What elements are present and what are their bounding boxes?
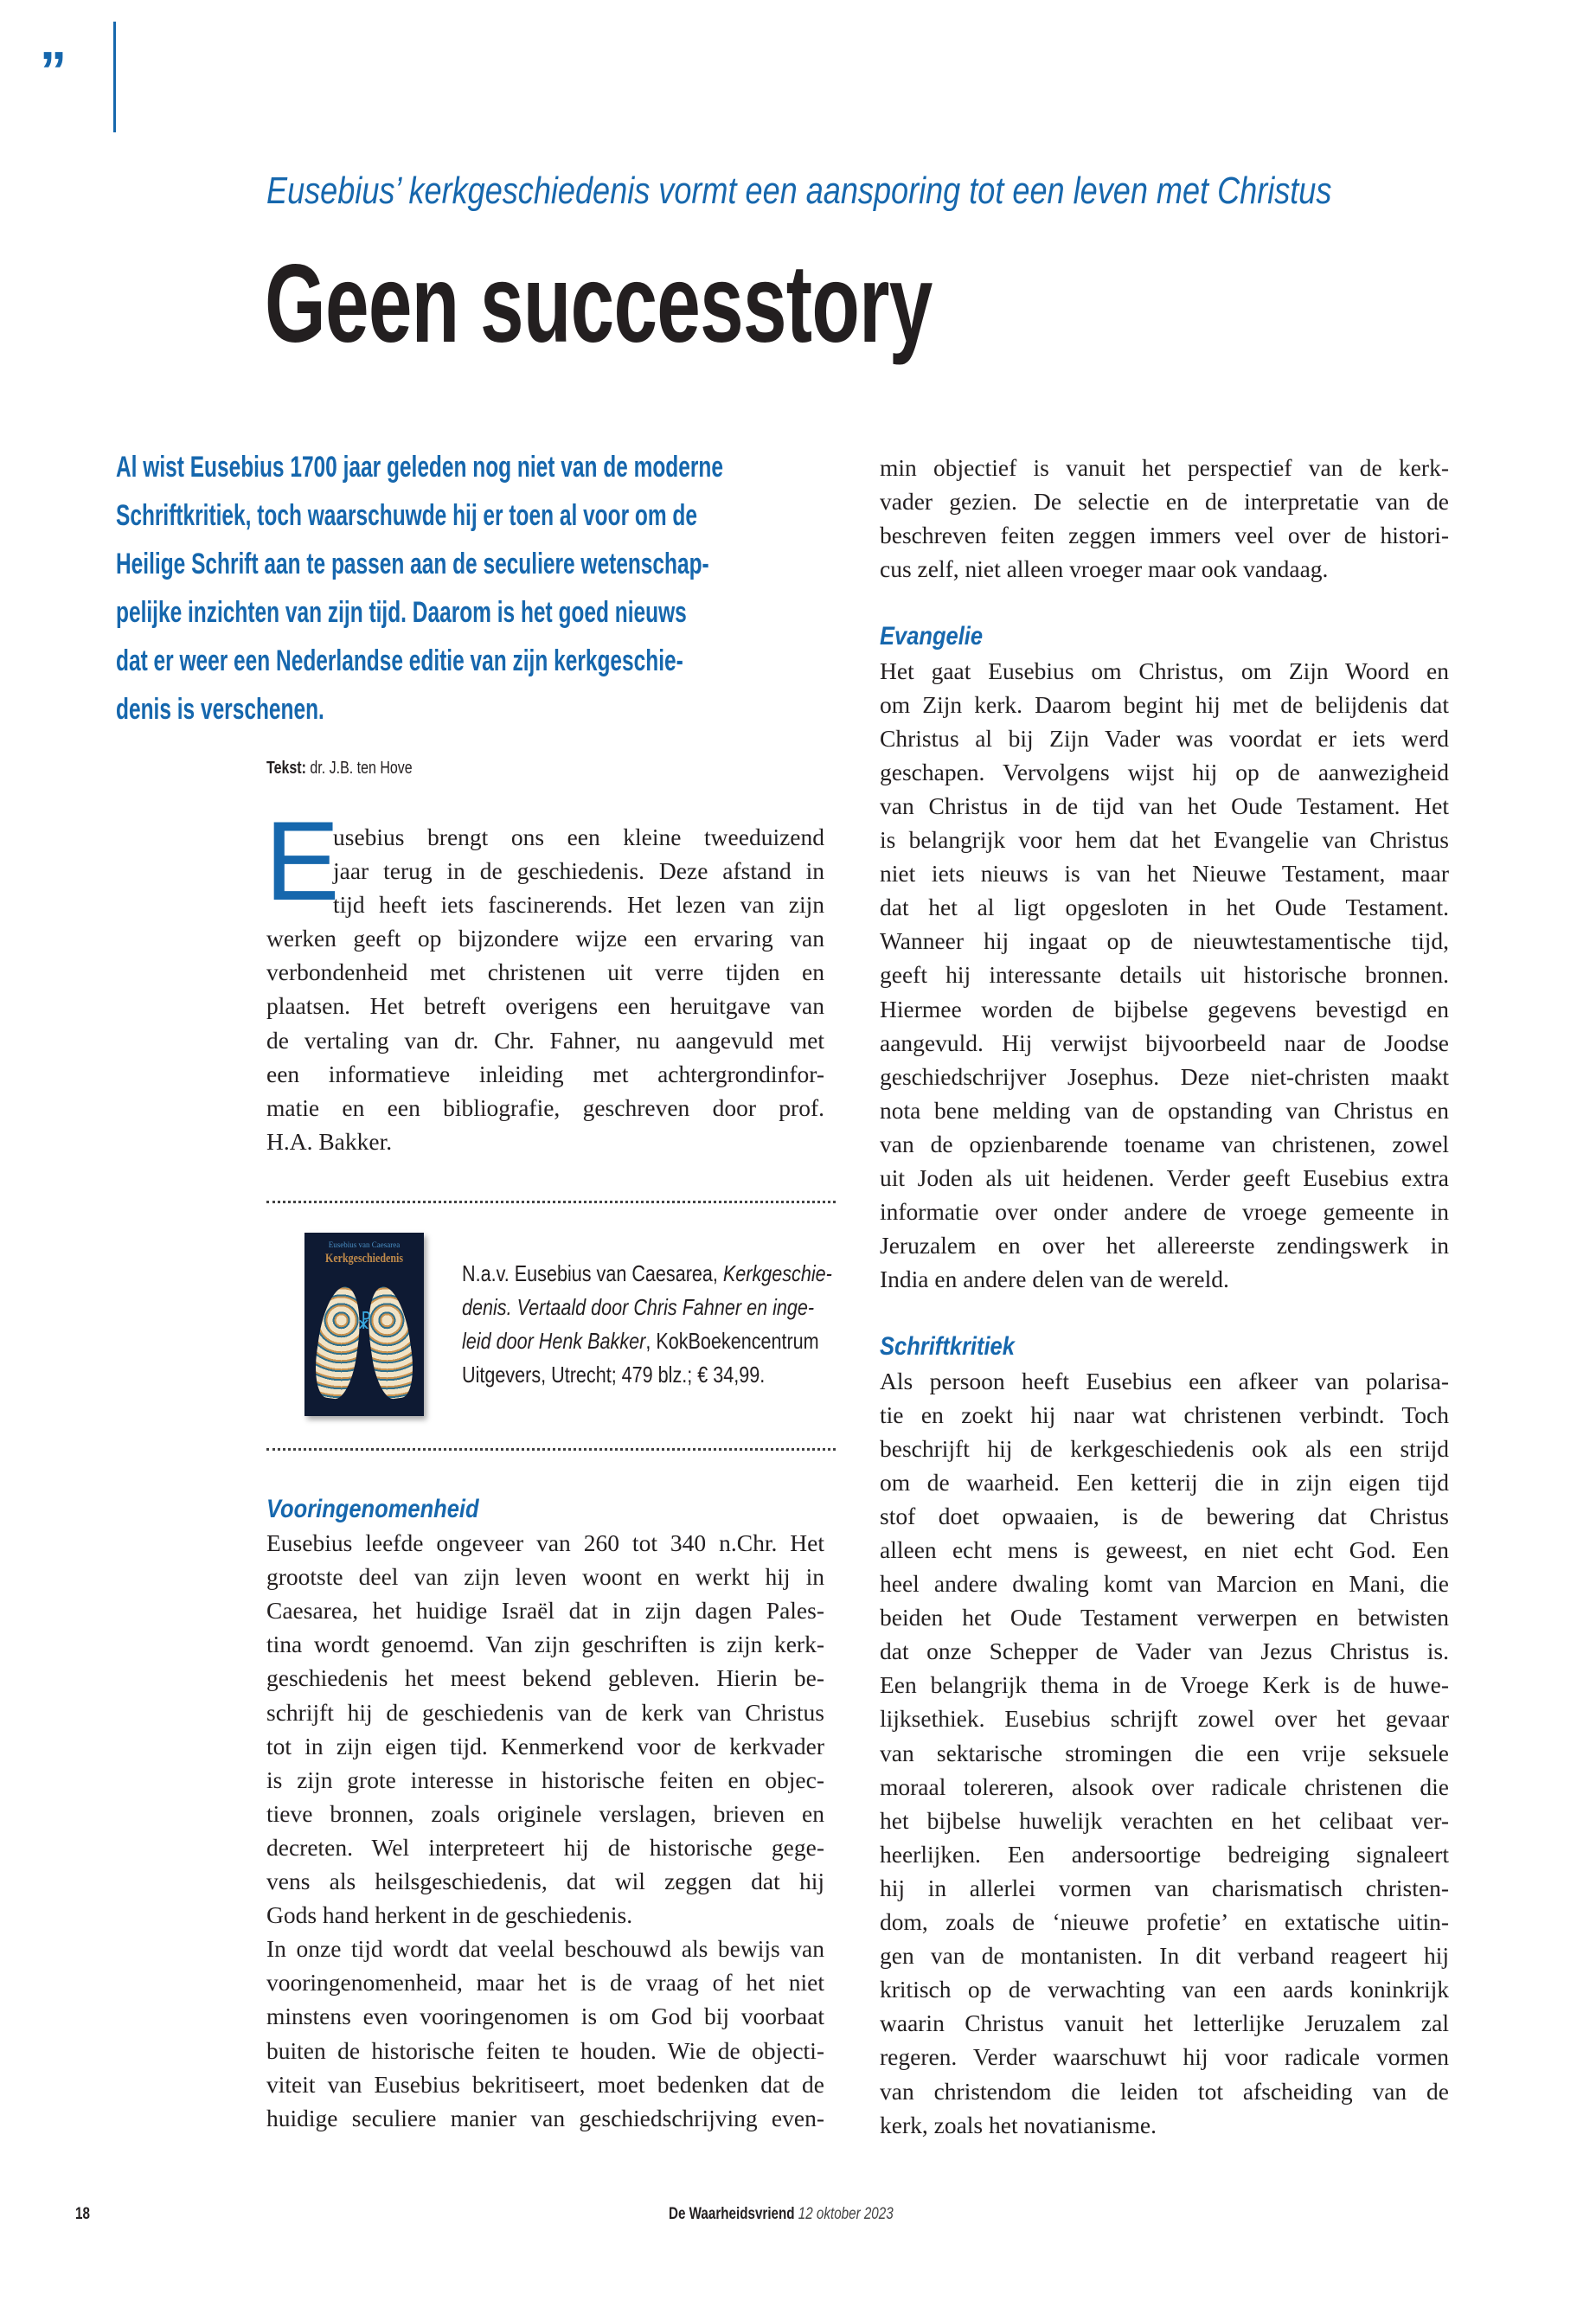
text-line: Als persoon heeft Eusebius een afkeer van polarisa- <box>880 1367 1449 1394</box>
text-line: Jeruzalem en over het allereerste zendingswerk in <box>880 1232 1449 1259</box>
text-line: min objectief is vanuit het perspectief van de kerk- <box>880 454 1449 481</box>
peacock-left-illustration <box>311 1284 366 1400</box>
opening-paragraph <box>266 820 824 1158</box>
issue-date: 12 oktober 2023 <box>798 2205 894 2223</box>
text-line: tot in zijn eigen tijd. Kenmerkend voor de kerkvader <box>266 1732 824 1759</box>
text-line: tina wordt genoemd. Van zijn geschriften is zijn kerk- <box>266 1631 824 1658</box>
text-line: kerk, zoals het novatianisme. <box>880 2111 1157 2138</box>
cover-title: Kerkgeschiedenis <box>325 1252 403 1266</box>
text-line: verbondenheid met christenen uit verre tijden en <box>266 958 824 986</box>
cover-author: Eusebius van Caesarea <box>328 1240 401 1249</box>
magazine-name: De Waarheidsvriend <box>669 2205 795 2223</box>
text-line: geschapen. Vervolgens wijst hij op de aanwezigheid <box>880 758 1449 785</box>
section-heading: Evangelie <box>880 622 984 651</box>
text-line: buiten de historische feiten te houden. Wie de objecti- <box>266 2036 824 2064</box>
text-line: minstens even vooringenomen is om God bij voorbaat <box>266 2003 824 2030</box>
page-number: 18 <box>75 2205 90 2223</box>
text-line: cus zelf, niet alleen vroeger maar ook vandaag. <box>880 555 1329 583</box>
text-line: grootste deel van zijn leven woont en werkt hij in <box>266 1563 824 1591</box>
column-2 <box>880 451 1449 2142</box>
text-line: vooringenomenheid, maar het is de vraag of het niet <box>266 1969 824 1997</box>
text-line: kritisch op de verwachting van een aards koninkrijk <box>880 1976 1449 2003</box>
text-line: matie en een bibliografie, geschreven door prof. <box>266 1093 824 1121</box>
text-line: Gods hand herkent in de geschiedenis. <box>266 1901 633 1929</box>
text-line: heerlijken. Een andersoortige bedreiging signaleert <box>880 1840 1449 1868</box>
text-line: uit Joden als uit heidenen. Verder geeft Eusebius extra <box>880 1163 1449 1191</box>
text-line: een informatieve inleiding met achtergrondinfor- <box>266 1060 824 1087</box>
text-line: tijd heeft iets fascinerends. Het lezen van zijn <box>333 891 824 919</box>
text-line: vader gezien. De selectie en de interpretatie van de <box>880 488 1449 516</box>
text-line: dom, zoals de ‘nieuwe profetie’ en extatische uitin- <box>880 1908 1449 1936</box>
text-line: viteit van Eusebius bekritiseert, moet bedenken dat de <box>266 2070 824 2098</box>
text-line: Hiermee worden de bijbelse gegevens bevestigd en <box>880 995 1449 1022</box>
text-line: nota bene melding van de opstanding van Christus en <box>880 1096 1449 1124</box>
byline-label: Tekst: <box>266 759 306 778</box>
text-line: Caesarea, het huidige Israël dat in zijn dagen Pales- <box>266 1597 824 1625</box>
chi-rho-icon: ☧ <box>356 1312 372 1334</box>
book-prefix: N.a.v. Eusebius van Caesarea, <box>462 1260 723 1286</box>
text-line: werken geeft op bijzondere wijze een ervaring van <box>266 925 824 952</box>
text-line: informatie over onder andere de vroege gemeente in <box>880 1198 1449 1226</box>
text-line: Heilige Schrift aan te passen aan de seculiere wetenschap- <box>116 548 709 580</box>
book-publisher: , KokBoekencentrum <box>645 1328 819 1355</box>
text-line: om Zijn kerk. Daarom begint hij met de belijdenis dat <box>880 690 1449 718</box>
text-line: gen van de montanisten. In dit verband reageert hij <box>880 1942 1449 1970</box>
text-line: het bijbelse huwelijk verachten en het celibaat ver- <box>880 1806 1449 1834</box>
book-details <box>462 1257 832 1392</box>
text-line: waarin Christus vanuit het letterlijke Jeruzalem zal <box>880 2009 1449 2037</box>
peacock-right-illustration <box>362 1284 418 1400</box>
text-line: geeft hij interessante details uit historische bronnen. <box>880 961 1449 989</box>
text-line: denis is verschenen. <box>116 693 324 726</box>
text-line: Christus al bij Zijn Vader was voordat er iets werd <box>880 724 1449 752</box>
text-line: niet iets nieuws is van het Nieuwe Testament, maar <box>880 860 1449 888</box>
text-line: huidige seculiere manier van geschiedschrijving even- <box>266 2104 824 2131</box>
text-line: plaatsen. Het betreft overigens een heruitgave van <box>266 992 824 1020</box>
section-heading: Vooringenomenheid <box>266 1495 479 1523</box>
footer-publication <box>669 2205 894 2224</box>
text-line: schrijft hij de geschiedenis van de kerk van Christus <box>266 1698 824 1726</box>
text-line: vens als heilsgeschiedenis, dat wil zeggen dat hij <box>266 1868 824 1895</box>
section-heading: Schriftkritiek <box>880 1332 1015 1362</box>
text-line: dat het al ligt opgesloten in het Oude Testament. <box>880 894 1449 921</box>
text-line: dat er weer een Nederlandse editie van zijn kerkgeschie- <box>116 644 683 677</box>
text-line: geschiedschrijver Josephus. Deze niet-christen maakt <box>880 1062 1449 1090</box>
text-line: usebius brengt ons een kleine tweeduizend <box>333 824 824 850</box>
text-line: regeren. Verder waarschuwt hij voor radicale vormen <box>880 2043 1449 2071</box>
text-line: is belangrijk voor hem dat het Evangelie van Christus <box>880 826 1449 854</box>
text-line: heel andere dwaling komt van Marcion en Mani, die <box>880 1570 1449 1598</box>
text-line: aangevuld. Hij verwijst bijvoorbeeld naar de Joodse <box>880 1029 1449 1056</box>
article-title: Geen successtory <box>265 242 933 366</box>
dotted-divider <box>266 1201 836 1203</box>
text-line: tie en zoekt hij naar wat christenen verbindt. Toch <box>880 1400 1449 1428</box>
text-line: Het gaat Eusebius om Christus, om Zijn Woord en <box>880 657 1449 684</box>
text-line: decreten. Wel interpreteert hij de historische gege- <box>266 1833 824 1861</box>
text-line: beiden het Oude Testament verwerpen en betwisten <box>880 1604 1449 1631</box>
text-line: beschrijft hij de kerkgeschiedenis ook als een strijd <box>880 1434 1449 1462</box>
text-line: Wanneer hij ingaat op de nieuwtestamentische tijd, <box>880 927 1449 955</box>
text-line: jaar terug in de geschiedenis. Deze afstand in <box>333 857 824 885</box>
text-line: Schriftkritiek, toch waarschuwde hij er toen al voor om de <box>116 499 698 532</box>
book-cover-image <box>304 1233 424 1416</box>
byline-author: dr. J.B. ten Hove <box>305 759 413 778</box>
book-publication-info: Uitgevers, Utrecht; 479 blz.; € 34,99. <box>462 1362 766 1388</box>
text-line: India en andere delen van de wereld. <box>880 1266 1229 1293</box>
drop-cap: E <box>265 798 340 924</box>
text-line: beschreven feiten zeggen immers veel over de histori- <box>880 522 1449 549</box>
column-1-continued <box>266 1492 824 2135</box>
text-line: is zijn grote interesse in historische feiten en objec- <box>266 1766 824 1793</box>
text-line: lijksethiek. Eusebius schrijft zowel over het gevaar <box>880 1705 1449 1733</box>
text-line: van christendom die leiden tot afscheiding van de <box>880 2077 1449 2105</box>
text-line: van de opzienbarende toename van christenen, zowel <box>880 1130 1449 1157</box>
text-line: tieve bronnen, zoals originele verslagen, brieven en <box>266 1799 824 1827</box>
text-line: H.A. Bakker. <box>266 1127 393 1155</box>
book-title: Kerkgeschie- <box>722 1260 832 1286</box>
text-line: Eusebius leefde ongeveer van 260 tot 340 n.Chr. Het <box>266 1529 824 1557</box>
text-line: alleen echt mens is geweest, en niet echt God. Een <box>880 1536 1449 1563</box>
header-divider <box>113 22 116 132</box>
closing-quote-icon: ” <box>40 42 67 101</box>
book-translator: denis. Vertaald door Chris Fahner en inge- <box>462 1294 815 1321</box>
text-line: Een belangrijk thema in de Vroege Kerk is de huwe- <box>880 1671 1449 1699</box>
text-line: stof doet opwaaien, is de bewering dat Christus <box>880 1502 1449 1529</box>
text-line: de vertaling van dr. Chr. Fahner, nu aangevuld met <box>266 1026 824 1054</box>
text-line: dat onze Schepper de Vader van Jezus Christus is. <box>880 1638 1449 1665</box>
text-line: moraal tolereren, alsook over radicale christenen die <box>880 1772 1449 1800</box>
book-introducer: leid door Henk Bakker <box>462 1328 646 1355</box>
dotted-divider <box>266 1448 836 1451</box>
text-line: van Christus in de tijd van het Oude Testament. Het <box>880 792 1449 819</box>
text-line: van sektarische stromingen die een vrije seksuele <box>880 1739 1449 1766</box>
text-line: hij in allerlei vormen van charismatisch christen- <box>880 1874 1449 1901</box>
text-line: om de waarheid. Een ketterij die in zijn eigen tijd <box>880 1468 1449 1496</box>
article-subtitle: Eusebius’ kerkgeschiedenis vormt een aansporing tot een leven met Christus <box>266 170 1332 212</box>
text-line: Al wist Eusebius 1700 jaar geleden nog niet van de moderne <box>116 451 723 484</box>
byline <box>266 759 413 779</box>
text-line: In onze tijd wordt dat veelal beschouwd als bewijs van <box>266 1935 824 1963</box>
text-line: geschiedenis het meest bekend gebleven. Hierin be- <box>266 1664 824 1692</box>
text-line: pelijke inzichten van zijn tijd. Daarom is het goed nieuws <box>116 596 687 629</box>
